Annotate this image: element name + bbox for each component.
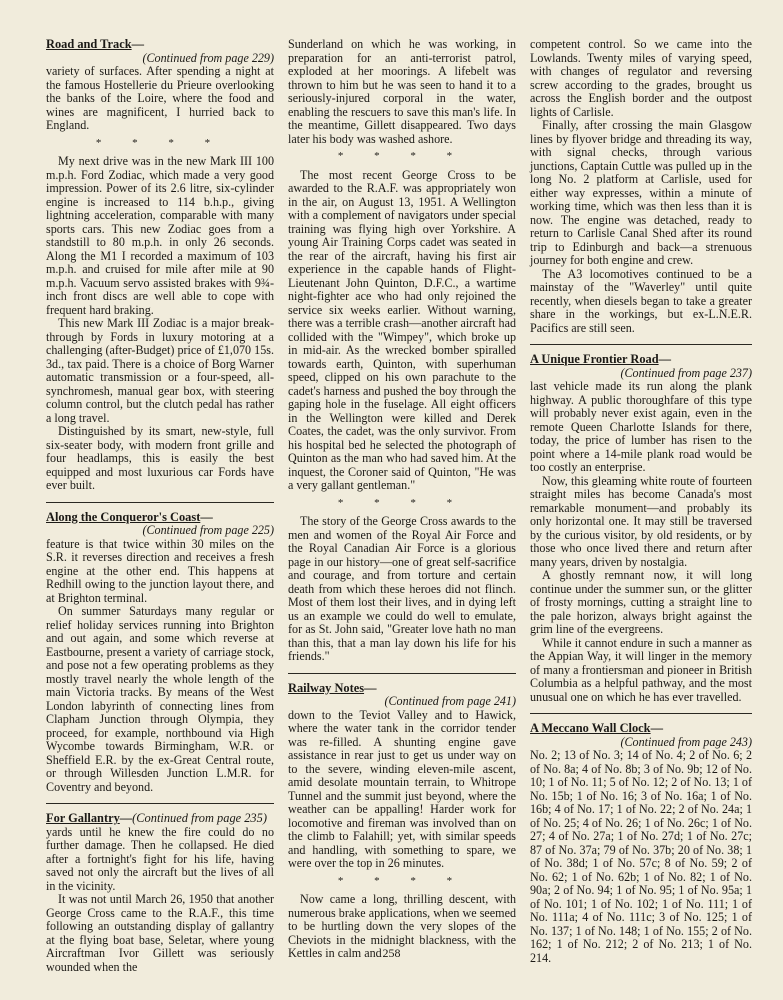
paragraph: My next drive was in the new Mark III 100 m.p.h. Ford Zodiac, which made a very good impression. Power of its 2.6 litre, six-cylinder engine is increased to 114 b.h.p., giving lightning acceleration, comparable with many sports cars. This new Zodiac goes from a standstill to 80 m.p.h. in only 26 seconds. Along the M1 I recorded a maximum of 103 m.p.h. and cruised for mile after mile at 90 m.p.h. Vacuum servo assisted brakes with 9¾-inch front discs are well able to cope with frequent hard braking. <box>46 154 274 317</box>
paragraph: The most recent George Cross to be awarded to the R.A.F. was appropriately won in the air, on August 13, 1951. A Wellington with a complement of navigators under special training was flying high over Yorkshire. A young Air Training Corps cadet was seated in the rear of the aircraft, having his first air experience in the capable hands of Flight-Lieutenant John Quinton, D.F.C., a wartime night-fighter ace who had only rejoined the service six weeks earlier. Without warning, there was a terrible crash—another aircraft had collided with the "Wimpey", which broke up in mid-air. As the wrecked bomber spiralled towards earth, Quinton, with superhuman speed, clipped on his own parachute to the cadet's harness and pushed the boy through the gaping hole in the fuselage. All eight officers in the Wellington were killed and Derek Coates, the cadet, was the only survivor. From his hospital bed he selected the photograph of Quinton as the man who had saved him. At the inquest, the Coroner said of Quinton, "He was a very gallant gentleman." <box>288 167 516 492</box>
paragraph: Sunderland on which he was working, in preparation for an anti-terrorist patrol, exploded at her moorings. A lifebelt was thrown to him but he was seen to hand it to a seriously-injured corporal in the water, enabling the rescuers to save this man's life. In the meantime, Gillett disappeared. Two days later his body was washed ashore. <box>288 37 516 146</box>
column-right <box>530 38 752 965</box>
section-title-frontier: A Unique Frontier Road— <box>530 352 672 366</box>
paragraph: While it cannot endure in such a manner as the Appian Way, it will linger in the memory of many a frontiersman and pioneer in British Columbia as a helpful pathway, and the most unusual one on which he has ever travelled. <box>530 635 752 704</box>
paragraph: The A3 locomotives continued to be a mainstay of the "Waverley" until quite recently, when diesels began to take a greater share in the workings, but ex-L.N.E.R. Pacifics are still seen. <box>530 266 752 335</box>
paragraph: Now, this gleaming white route of fourteen straight miles has become Canada's most remarkable monument—and probably its only horizontal one. It may still be traversed by the curious visitor, by old residents, or by those who once lived there and return after many years, driven by nostalgia. <box>530 473 752 569</box>
section-title-railway: Railway Notes— <box>288 680 377 695</box>
divider <box>288 673 516 674</box>
paragraph: yards until he knew the fire could do no further damage. Then he collapsed. He died after a fortnight's fight for his life, having saved not only the aircraft but the lives of all in the vicinity. <box>46 824 274 893</box>
section-separator: * * * * <box>95 136 225 149</box>
page-number: 258 <box>382 946 401 960</box>
column-middle <box>288 38 516 961</box>
continued-note: (Continued from page 237) <box>620 365 752 380</box>
divider <box>530 344 752 345</box>
continued-note: (Continued from page 235) <box>132 811 267 825</box>
divider <box>46 803 274 804</box>
section-title-meccano: A Meccano Wall Clock— <box>530 721 663 735</box>
column-left <box>46 38 274 974</box>
section-title-gallantry: For Gallantry—(Continued from page 235) <box>46 811 267 825</box>
paragraph: Finally, after crossing the main Glasgow lines by flyover bridge and threading its way, with signal checks, through various junctions, Captain Cuttle was pulled up in the long No. 2 platform at Carlisle, used for either way expresses, within a minute of working time, which was then less than it is now. The engine was detached, ready to return to Carlisle Canal Shed after its round trip to Edinburgh and back—a strenuous journey for both engine and crew. <box>530 118 752 267</box>
paragraph: The story of the George Cross awards to the men and women of the Royal Air Force and the Royal Canadian Air Force is a glorious page in our history—one of great self-sacrifice and courage, and from torture and certain death from which these heroes did not flinch. Most of them lost their lives, and in dying left us an example we could do well to emulate, for as St. John said, "Greater love hath no man than this, that a man lay down his life for his friends." <box>288 514 516 663</box>
section-title-road-track: Road and Track— <box>46 37 144 51</box>
paragraph: feature is that twice within 30 miles on the S.R. it reverses direction and receives a fresh engine at the other end. This happens at Redhill owing to the junction layout there, and at Brighton terminal. <box>46 536 274 605</box>
continued-note: (Continued from page 241) <box>384 694 516 708</box>
divider <box>530 713 752 714</box>
paragraph: It was not until March 26, 1950 that another George Cross came to the R.A.F., this time following an outstanding display of gallantry at the flying boat base, Seletar, where young Aircraftman Ivor Gillett was seriously wounded when the <box>46 892 274 974</box>
paragraph: Distinguished by its smart, new-style, full six-seater body, with modern front grille and four headlamps, this is easily the best equipped and most luxurious car Fords have ever built. <box>46 424 274 492</box>
section-title-conqueror: Along the Conqueror's Coast— <box>46 509 213 524</box>
paragraph: No. 2; 13 of No. 3; 14 of No. 4; 2 of No. 6; 2 of No. 8a; 4 of No. 8b; 3 of No. 9b; 12 of No. 10; 1 of No. 11; 5 of No. 12; 2 of No. 13; 1 of No. 15b; 1 of No. 16; 3 of No. 16a; 1 of No. 16b; 4 of No. 17; 1 of No. 22; 2 of No. 24a; 1 of No. 25; 4 of No. 26; 1 of No. 26c; 1 of No. 27; 4 of No. 27a; 1 of No. 27d; 1 of No. 27c; 87 of No. 37a; 79 of No. 37b; 20 of No. 38; 1 of No. 38d; 1 of No. 57c; 8 of No. 59; 2 of No. 62; 1 of No. 62b; 1 of No. 82; 1 of No. 90a; 2 of No. 94; 1 of No. 95; 1 of No. 95a; 1 of No. 101; 1 of No. 102; 1 of No. 111; 1 of No. 111a; 4 of No. 111c; 3 of No. 125; 1 of No. 137; 1 of No. 148; 1 of No. 155; 2 of No. 162; 1 of No. 212; 2 of No. 213; 1 of No. 214. <box>530 748 752 965</box>
paragraph: last vehicle made its run along the plank highway. A public thoroughfare of this type will probably never exist again, even in the remote Queen Charlotte Islands for there, today, the price of lumber has risen to the point where a 14-mile plank road would be too costly an enterprise. <box>530 379 752 474</box>
continued-note: (Continued from page 229) <box>142 50 274 65</box>
section-separator: * * * * <box>337 150 467 162</box>
paragraph: On summer Saturdays many regular or relief holiday services running into Brighton and out again, and some which reverse at Eastbourne, present a variety of carriage stock, and pose not a few operating problems as they mostly travel nearly the whole length of the main Victoria tracks. By means of the West London labyrinth of connecting lines from Clapham Junction through Olympia, they proceed, for example, northbound via High Wycombe towards Birmingham, W.R. or Sheffield E.R. by the ex-Great Central route, or through Willesden Junction L.M.R. for Coventry and beyond. <box>46 604 274 794</box>
section-separator: * * * * <box>337 874 467 887</box>
divider <box>46 502 274 503</box>
section-separator: * * * * <box>337 496 467 509</box>
continued-note: (Continued from page 225) <box>142 523 274 537</box>
continued-note: (Continued from page 243) <box>620 734 752 749</box>
paragraph: variety of surfaces. After spending a night at the famous Hostellerie du Prieure overlooking the banks of the Loire, where the food and wines are magnificent, I hurried back to England. <box>46 64 274 132</box>
paragraph: down to the Teviot Valley and to Hawick, where the water tank in the corridor tender was re-filled. A shunting engine gave assistance in rear just to get us under way on to the severe, winding eleven-mile ascent, amid desolate mountain terrain, to Whitrope Tunnel and the summit just beyond, where the weather can be appalling! Harder work for locomotive and fireman was involved than on the climb to Falahill; yet, with similar speeds and handling, with something to spare, we were over the top in 26 minutes. <box>288 707 516 870</box>
paragraph: A ghostly remnant now, it will long continue under the summer sun, or the glitter of frosty mornings, cutting a straight line to the pale horizon, always bright against the grim line of the evergreens. <box>530 568 752 636</box>
paragraph: This new Mark III Zodiac is a major break-through by Fords in luxury motoring at a challenging (after-Budget) price of £1,070 15s. 3d., tax paid. There is a choice of Borg Warner automatic transmission or a four-speed, all-synchromesh, manual gear box, with steering column control, but the clutch pedal has rather a long travel. <box>46 316 274 425</box>
paragraph: Now came a long, thrilling descent, with numerous brake applications, when we seemed to be hurtling down the very slopes of the Cheviots in the midnight blackness, with the Kettles in calm and <box>288 892 516 960</box>
paragraph: competent control. So we came into the Lowlands. Twenty miles of varying speed, with changes of regulator and reversing screw according to the grades, brought us across the English border and the outpost lights of Carlisle. <box>530 37 752 119</box>
